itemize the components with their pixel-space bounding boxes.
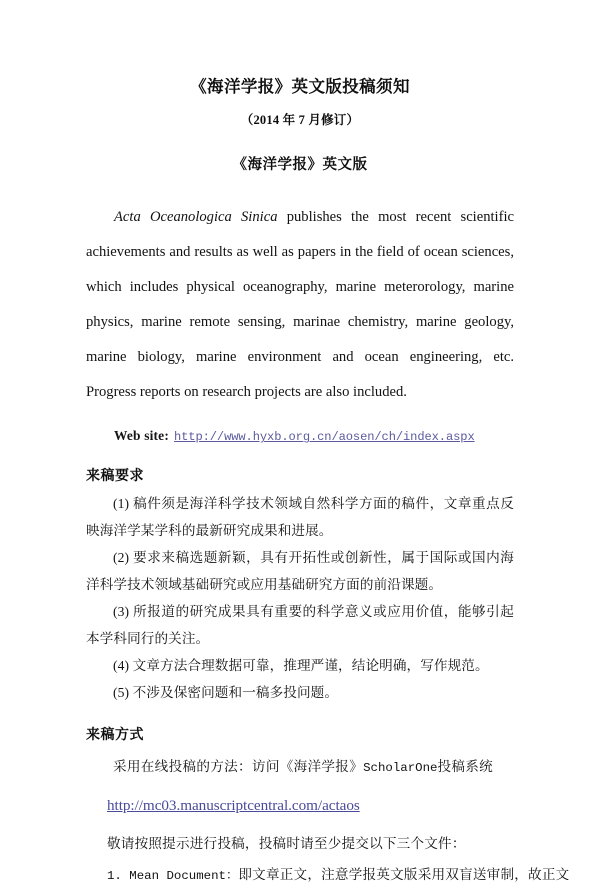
file-item-label: 1. Mean Document：	[107, 869, 239, 884]
abstract-paragraph	[86, 174, 514, 410]
submission-method-prefix: 采用在线投稿的方法：访问《海洋学报》	[113, 759, 364, 775]
document-content	[86, 0, 570, 890]
submission-method-suffix: 投稿系统	[437, 759, 494, 775]
submission-method-line	[86, 745, 514, 782]
file-requirement-item-1	[86, 857, 570, 890]
journal-italic-title: Acta Oceanologica Sinica	[114, 209, 278, 226]
submission-url-line	[86, 782, 514, 818]
website-url-link[interactable]: http://www.hyxb.org.cn/aosen/ch/index.aspx	[173, 430, 475, 445]
section-heading-requirements: 来稿要求	[86, 467, 144, 484]
revision-date: （2014 年 7 月修订）	[240, 113, 360, 128]
requirement-item-4: (4) 文章方法合理数据可靠，推理严谨，结论明确，写作规范。	[113, 658, 489, 674]
requirement-item-2: (2) 要求来稿选题新颖，具有开拓性或创新性，属于国际或国内海洋科学技术领域基础研究或应用基础研究方面的前沿课题。	[86, 550, 514, 593]
file-item-description: 即文章正文，注意学报英文版采用双盲送审制，故正文	[238, 867, 570, 883]
section-heading-submission: 来稿方式	[86, 726, 144, 743]
journal-name: 《海洋学报》英文版	[232, 156, 368, 173]
page-title: 《海洋学报》英文版投稿须知	[190, 78, 410, 96]
submission-instruction: 敬请按照提示进行投稿，投稿时请至少提交以下三个文件：	[107, 836, 466, 852]
website-line	[86, 410, 514, 447]
requirement-item-3: (3) 所报道的研究成果具有重要的科学意义或应用价值，能够引起本学科同行的关注。	[86, 604, 514, 647]
submission-url-link[interactable]: http://mc03.manuscriptcentral.com/actaos	[107, 797, 360, 815]
requirement-item-5: (5) 不涉及保密问题和一稿多投问题。	[113, 685, 339, 701]
website-label: Web site:	[114, 428, 169, 444]
requirement-item-1: (1) 稿件须是海洋科学技术领域自然科学方面的稿件，文章重点反映海洋学某学科的最新研究成果和进展。	[86, 496, 514, 539]
scholarone-system-name: ScholarOne	[363, 761, 438, 776]
abstract-body-text: publishes the most recent scientific achievements and results as well as papers in the field of ocean sciences, which includes physical oceanography, marine meterorology, marine physics, marine remote sensing, marinae chemistry, marine geology, marine biology, marine environment and ocean engineering, etc. Progress reports on research projects are also included.	[86, 209, 514, 401]
